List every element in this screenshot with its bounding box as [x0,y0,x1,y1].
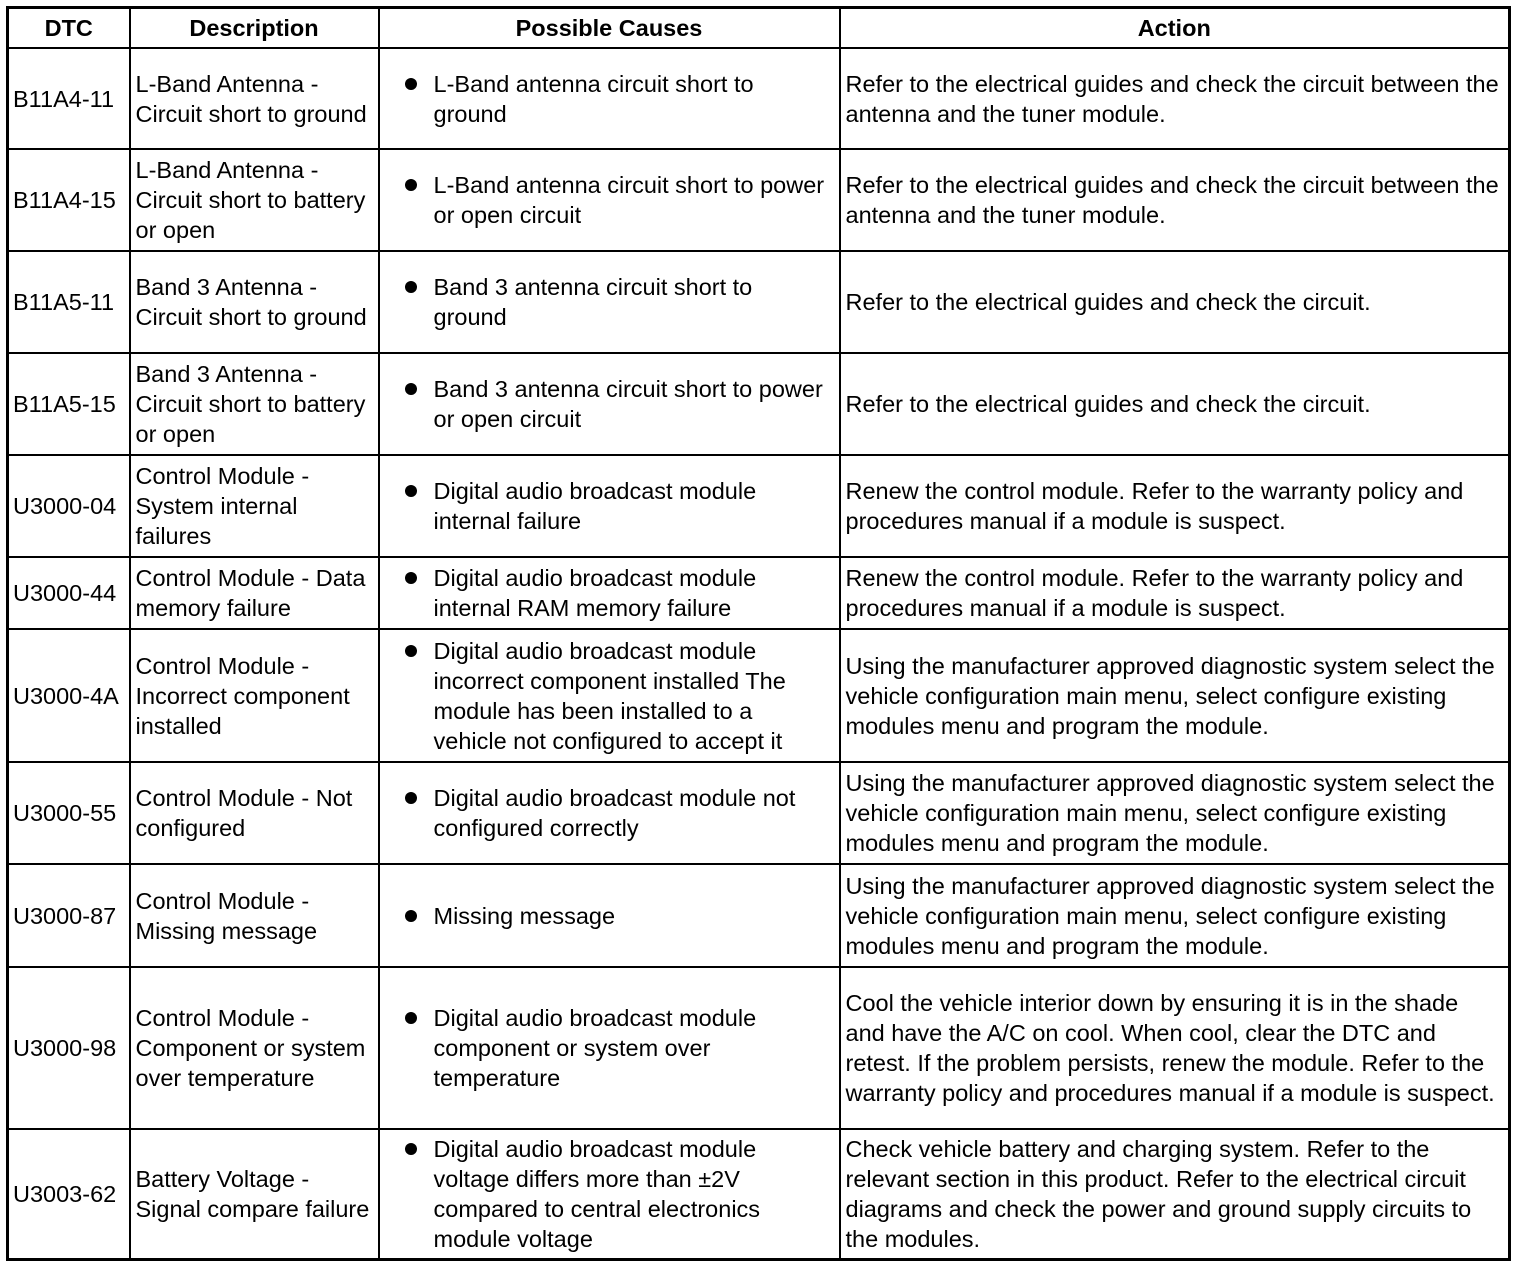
cause-text: L-Band antenna circuit short to ground [433,70,754,127]
action-cell: Renew the control module. Refer to the warranty policy and procedures manual if a module is suspect. [840,455,1510,557]
cause-text: Digital audio broadcast module component or system over temperature [433,1005,757,1091]
dtc-code-cell: B11A4-15 [8,149,130,251]
action-cell: Refer to the electrical guides and check the circuit. [840,353,1510,455]
table-row [8,1129,1510,1259]
table-row [8,762,1510,864]
description-cell: Control Module - System internal failures [130,455,379,557]
possible-causes-cell [379,251,840,353]
dtc-code-cell: U3000-55 [8,762,130,864]
action-cell: Refer to the electrical guides and check the circuit. [840,251,1510,353]
table-row [8,455,1510,557]
cause-list-item [400,69,831,129]
possible-causes-cell [379,557,840,629]
possible-causes-cell [379,629,840,762]
bullet-icon [400,374,434,404]
action-cell: Using the manufacturer approved diagnostic system select the vehicle configuration main menu, select configure existing modules menu and program the module. [840,864,1510,967]
possible-causes-cell [379,1129,840,1259]
dtc-code-cell: U3000-98 [8,967,130,1129]
action-cell: Using the manufacturer approved diagnostic system select the vehicle configuration main menu, select configure existing modules menu and program the module. [840,762,1510,864]
cause-text: Digital audio broadcast module incorrect component installed The module has been installed to a vehicle not configured to accept it [433,637,786,754]
possible-causes-cell [379,48,840,149]
cause-list-item [400,636,831,756]
cause-list-item [400,901,831,931]
table-row [8,251,1510,353]
description-cell: Band 3 Antenna - Circuit short to ground [130,251,379,353]
cause-text: Band 3 antenna circuit short to ground [433,274,753,330]
dtc-code-cell: B11A5-15 [8,353,130,455]
cause-list-item [400,170,831,230]
dtc-code-cell: B11A4-11 [8,48,130,149]
bullet-icon [400,901,434,931]
cause-text: Digital audio broadcast module internal RAM memory failure [433,565,757,621]
cause-list-item [400,272,831,332]
table-row [8,629,1510,762]
dtc-code-cell: U3000-87 [8,864,130,967]
table-row [8,149,1510,251]
table-row [8,557,1510,629]
header-possible-causes: Possible Causes [379,8,840,49]
table-header-row [8,8,1510,49]
bullet-icon [400,636,434,666]
action-cell: Check vehicle battery and charging system. Refer to the relevant section in this product. Refer to the electrical circuit diagrams and check the power and ground supply circuits to the modules. [840,1129,1510,1259]
table-body [8,48,1510,1259]
action-cell: Refer to the electrical guides and check the circuit between the antenna and the tuner module. [840,48,1510,149]
bullet-icon [400,272,434,302]
cause-text: Digital audio broadcast module voltage differs more than ±2V compared to central electronics module voltage [433,1135,761,1252]
bullet-icon [400,563,434,593]
description-cell: Control Module - Not configured [130,762,379,864]
dtc-code-cell: U3000-4A [8,629,130,762]
possible-causes-cell [379,762,840,864]
table-row [8,864,1510,967]
dtc-code-cell: U3003-62 [8,1129,130,1259]
description-cell: Battery Voltage - Signal compare failure [130,1129,379,1259]
bullet-icon [400,170,434,200]
cause-text: Missing message [433,902,616,929]
description-cell: Control Module - Data memory failure [130,557,379,629]
dtc-code-cell: U3000-44 [8,557,130,629]
table-row [8,967,1510,1129]
header-dtc: DTC [8,8,130,49]
table-row [8,353,1510,455]
action-cell: Using the manufacturer approved diagnostic system select the vehicle configuration main menu, select configure existing modules menu and program the module. [840,629,1510,762]
bullet-icon [400,69,434,99]
cause-text: L-Band antenna circuit short to power or open circuit [433,172,825,228]
description-cell: Control Module - Component or system over temperature [130,967,379,1129]
cause-list-item [400,1003,831,1093]
action-cell: Cool the vehicle interior down by ensuring it is in the shade and have the A/C on cool. When cool, clear the DTC and retest. If the problem persists, renew the module. Refer to the warranty policy and procedures manual if a module is suspect. [840,967,1510,1129]
dtc-table [6,6,1511,1261]
bullet-icon [400,476,434,506]
cause-list-item [400,476,831,536]
cause-text: Digital audio broadcast module internal failure [433,478,757,534]
action-cell: Refer to the electrical guides and check the circuit between the antenna and the tuner module. [840,149,1510,251]
description-cell: L-Band Antenna - Circuit short to ground [130,48,379,149]
header-action: Action [840,8,1510,49]
bullet-icon [400,1003,434,1033]
description-cell: Band 3 Antenna - Circuit short to battery or open [130,353,379,455]
bullet-icon [400,783,434,813]
possible-causes-cell [379,149,840,251]
dtc-code-cell: B11A5-11 [8,251,130,353]
header-description: Description [130,8,379,49]
cause-list-item [400,563,831,623]
bullet-icon [400,1134,434,1164]
cause-list-item [400,374,831,434]
cause-text: Digital audio broadcast module not configured correctly [433,785,796,841]
cause-text: Band 3 antenna circuit short to power or open circuit [433,376,823,432]
possible-causes-cell [379,967,840,1129]
dtc-code-cell: U3000-04 [8,455,130,557]
description-cell: Control Module - Missing message [130,864,379,967]
possible-causes-cell [379,353,840,455]
table-row [8,48,1510,149]
description-cell: L-Band Antenna - Circuit short to battery or open [130,149,379,251]
possible-causes-cell [379,864,840,967]
cause-list-item [400,1134,831,1254]
possible-causes-cell [379,455,840,557]
description-cell: Control Module - Incorrect component installed [130,629,379,762]
cause-list-item [400,783,831,843]
action-cell: Renew the control module. Refer to the warranty policy and procedures manual if a module is suspect. [840,557,1510,629]
